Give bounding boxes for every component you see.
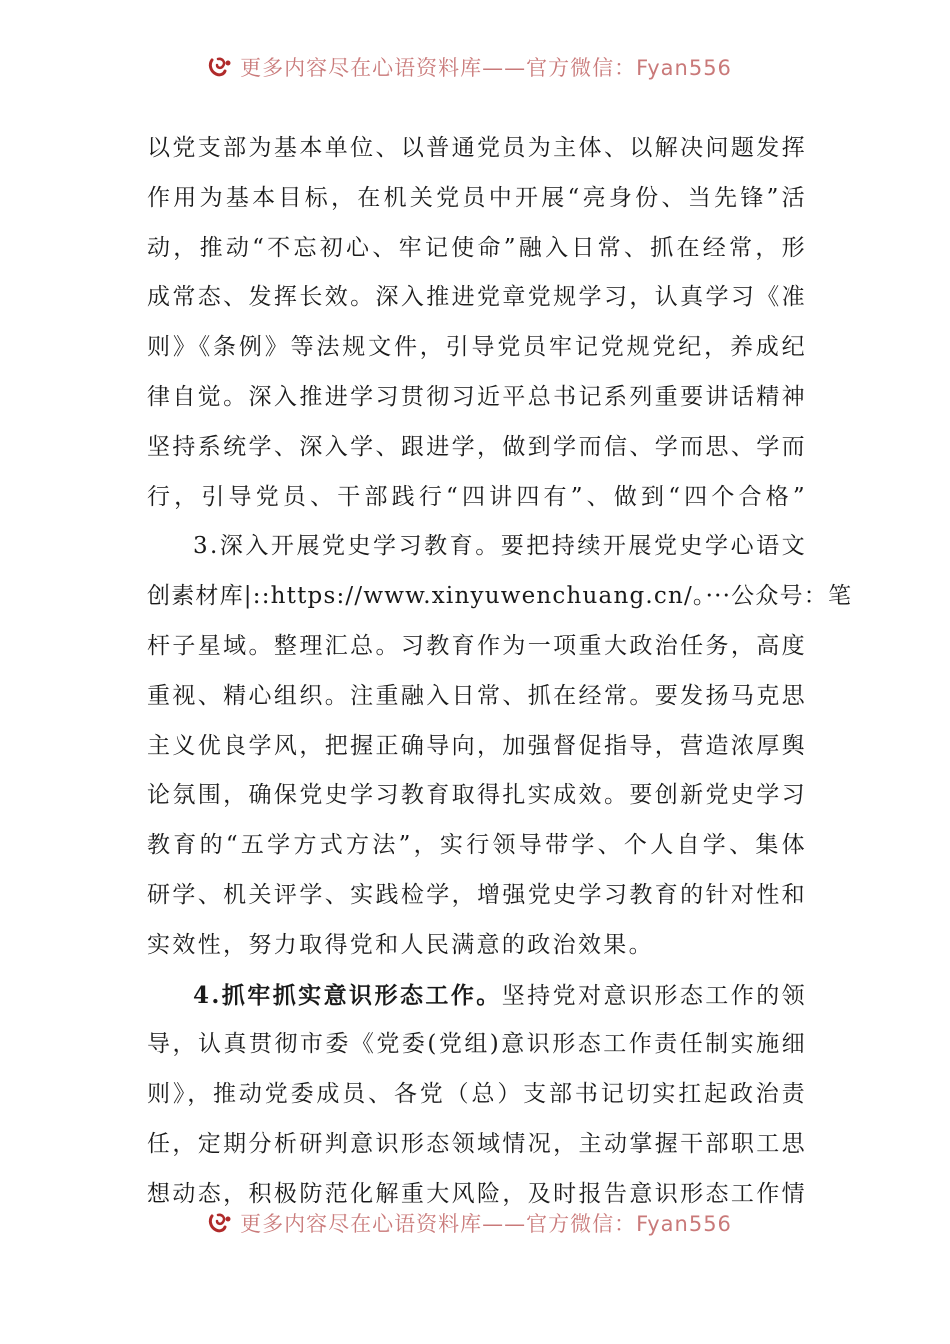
text-line: 3.深入开展党史学习教育。要把持续开展党史学心语文: [193, 533, 807, 560]
text-line: 创素材库|::https://www.xinyuwenchuang.cn/。···公众号：笔: [147, 583, 853, 610]
text-line: 则》，推动党委成员、各党（总）支部书记切实扛起政治责: [147, 1081, 807, 1108]
text-line: 任，定期分析研判意识形态领域情况，主动掌握干部职工思: [147, 1130, 807, 1157]
watermark-text: 更多内容尽在心语资料库——官方微信：Fyan556: [240, 56, 732, 80]
text-line: 主义优良学风，把握正确导向，加强督促指导，营造浓厚舆: [147, 732, 807, 759]
text-line: 重视、精心组织。注重融入日常、抓在经常。要发扬马克思: [147, 682, 807, 709]
text-line: 导，认真贯彻市委《党委(党组)意识形态工作责任制实施细: [147, 1031, 807, 1058]
watermark-banner-bottom: [0, 1208, 950, 1238]
text-line: 研学、机关评学、实践检学，增强党史学习教育的针对性和: [147, 881, 807, 908]
text-line: 实效性，努力取得党和人民满意的政治效果。: [147, 931, 654, 958]
watermark-text: 更多内容尽在心语资料库——官方微信：Fyan556: [240, 1212, 732, 1236]
heart-hands-logo-icon: [208, 1212, 234, 1234]
watermark-banner-top: [0, 52, 950, 82]
text-line: 则》《条例》等法规文件，引导党员牢记党规党纪，养成纪: [147, 334, 807, 361]
text-line: 想动态，积极防范化解重大风险，及时报告意识形态工作情: [147, 1180, 807, 1207]
text-line: 作用为基本目标，在机关党员中开展“亮身份、当先锋”活: [147, 184, 807, 211]
section-heading-line: [147, 971, 807, 1021]
text-line: 坚持系统学、深入学、跟进学，做到学而信、学而思、学而: [147, 433, 807, 460]
text-line: 杆子星域。整理汇总。习教育作为一项重大政治任务，高度: [147, 632, 807, 659]
text-line: 论氛围，确保党史学习教育取得扎实成效。要创新党史学习: [147, 782, 807, 809]
text-line: 以党支部为基本单位、以普通党员为主体、以解决问题发挥: [147, 135, 807, 161]
text-line: 成常态、发挥长效。深入推进党章党规学习，认真学习《准: [147, 284, 807, 311]
text-line: 动，推动“不忘初心、牢记使命”融入日常、抓在经常，形: [147, 234, 807, 261]
text-line: 律自觉。深入推进学习贯彻习近平总书记系列重要讲话精神: [147, 383, 807, 410]
section-heading: 4.抓牢抓实意识形态工作。: [193, 981, 502, 1009]
heart-hands-logo-icon: [208, 56, 234, 78]
text-line: 行，引导党员、干部践行“四讲四有”、做到“四个合格”: [147, 483, 807, 510]
text-line: 教育的“五学方式方法”，实行领导带学、个人自学、集体: [147, 832, 807, 859]
document-body: [147, 124, 853, 1220]
text-line-rest: 坚持党对意识形态工作的领: [501, 982, 808, 1009]
